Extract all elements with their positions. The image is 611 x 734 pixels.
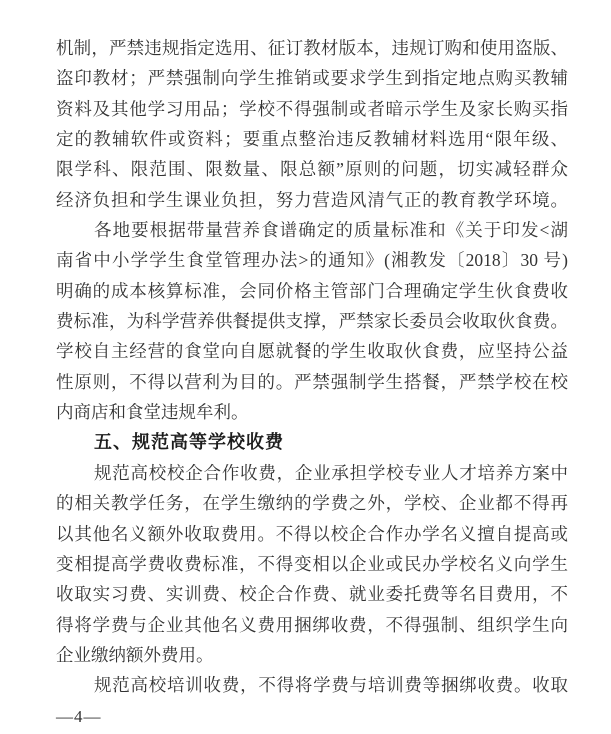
text-line: 得将学费与企业其他名义费用捆绑收费，不得强制、组织学生向 bbox=[56, 614, 568, 635]
page-number: —4— bbox=[56, 707, 102, 726]
text-line: 定的教辅软件或资料；要重点整治违反教辅材料选用“限年级、 bbox=[56, 129, 568, 150]
text-line: 企业缴纳额外费用。 bbox=[56, 644, 214, 665]
section-heading: 五、规范高等学校收费 bbox=[94, 432, 284, 453]
text-line: 各地要根据带量营养食谱确定的质量标准和《关于印发<湖 bbox=[94, 220, 568, 241]
text-line: 费标准，为科学营养供餐提供支撑，严禁家长委员会收取伙食费。 bbox=[56, 311, 568, 332]
document-body bbox=[56, 33, 568, 701]
text-line: 经济负担和学生课业负担，努力营造风清气正的教育教学环境。 bbox=[56, 189, 568, 210]
text-line: 变相提高学费收费标准，不得变相以企业或民办学校名义向学生 bbox=[56, 553, 568, 574]
text-line: 收取实习费、实训费、校企合作费、就业委托费等名目费用，不 bbox=[56, 584, 568, 605]
text-line: 的相关教学任务，在学生缴纳的学费之外，学校、企业都不得再 bbox=[56, 493, 568, 514]
text-line: 资料及其他学习用品；学校不得强制或者暗示学生及家长购买指 bbox=[56, 98, 568, 119]
text-line: 南省中小学学生食堂管理办法>的通知》(湘教发〔2018〕30 号) bbox=[56, 250, 568, 271]
text-line: 学校自主经营的食堂向自愿就餐的学生收取伙食费，应坚持公益 bbox=[56, 341, 568, 362]
text-line: 明确的成本核算标准，会同价格主管部门合理确定学生伙食费收 bbox=[56, 280, 568, 301]
text-line: 限学科、限范围、限数量、限总额”原则的问题，切实减轻群众 bbox=[56, 159, 568, 180]
text-line: 以其他名义额外收取费用。不得以校企合作办学名义擅自提高或 bbox=[56, 523, 568, 544]
text-line: 规范高校校企合作收费，企业承担学校专业人才培养方案中 bbox=[94, 462, 568, 483]
text-line: 性原则，不得以营利为目的。严禁强制学生搭餐，严禁学校在校 bbox=[56, 371, 568, 392]
text-line: 内商店和食堂违规牟利。 bbox=[56, 402, 249, 423]
text-line: 机制，严禁违规指定选用、征订教材版本，违规订购和使用盗版、 bbox=[56, 38, 568, 58]
text-line: 规范高校培训收费，不得将学费与培训费等捆绑收费。收取 bbox=[94, 675, 568, 696]
text-line: 盗印教材；严禁强制向学生推销或要求学生到指定地点购买教辅 bbox=[56, 68, 568, 89]
